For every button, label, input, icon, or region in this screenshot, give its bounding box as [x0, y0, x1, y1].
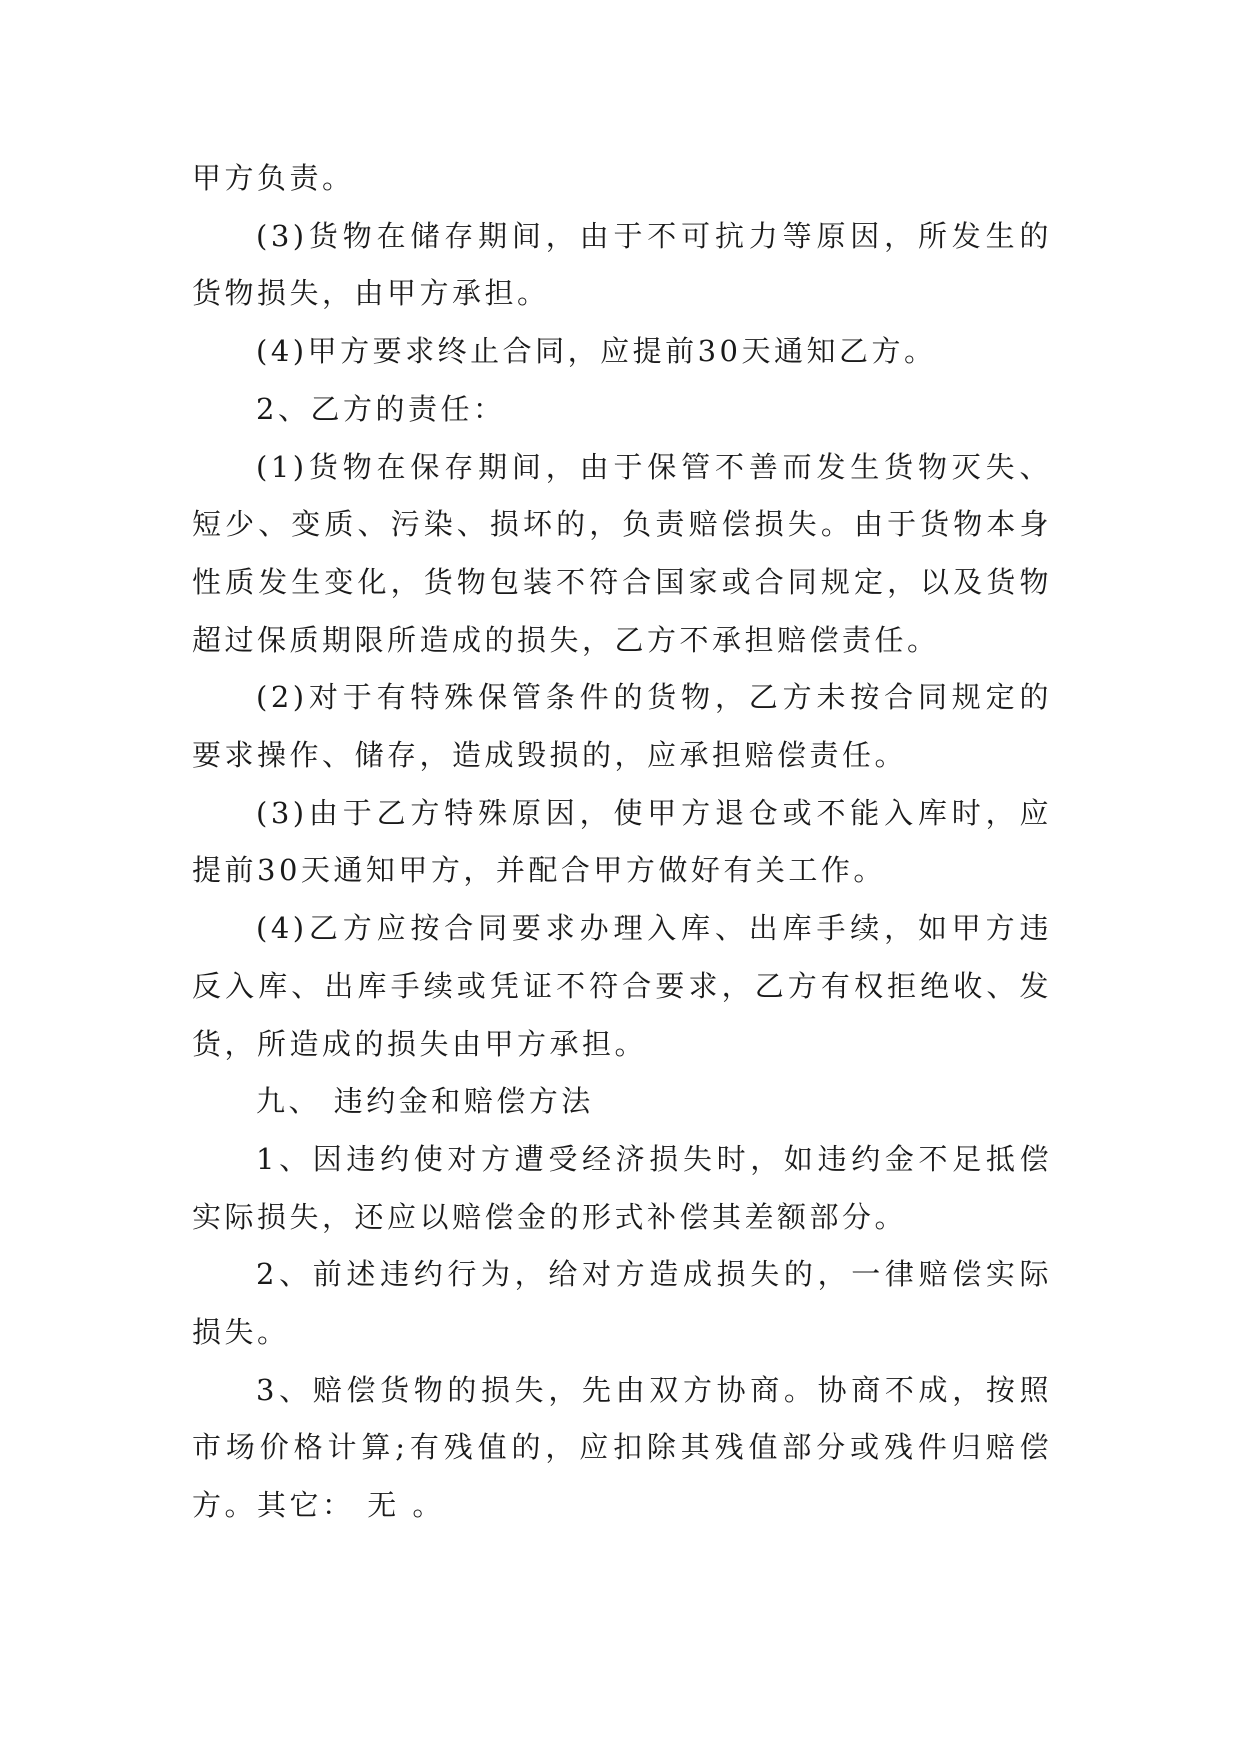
paragraph-3: (4)甲方要求终止合同，应提前30天通知乙方。	[256, 334, 937, 369]
paragraph-6: (2)对于有特殊保管条件的货物，乙方未按合同规定的要求操作、储存，造成毁损的，应承担赔偿责任。	[192, 680, 1052, 773]
paragraph-2: (3)货物在储存期间，由于不可抗力等原因，所发生的货物损失，由甲方承担。	[192, 218, 1052, 311]
paragraph-11: 2、前述违约行为，给对方造成损失的，一律赔偿实际损失。	[192, 1257, 1052, 1350]
document-body	[192, 150, 1052, 1535]
section-heading: 九、 违约金和赔偿方法	[256, 1084, 594, 1119]
paragraph-8: (4)乙方应按合同要求办理入库、出库手续，如甲方违反入库、出库手续或凭证不符合要求，乙方有权拒绝收、发货，所造成的损失由甲方承担。	[192, 911, 1052, 1061]
paragraph-4: 2、乙方的责任：	[256, 391, 506, 426]
paragraph-12: 3、赔偿货物的损失，先由双方协商。协商不成，按照市场价格计算;有残值的，应扣除其残值部分或残件归赔偿方。其它： 无 。	[192, 1372, 1052, 1523]
paragraph-7: (3)由于乙方特殊原因，使甲方退仓或不能入库时，应提前30天通知甲方，并配合甲方做好有关工作。	[192, 795, 1052, 888]
paragraph-1: 甲方负责。	[192, 161, 355, 195]
paragraph-5: (1)货物在保存期间，由于保管不善而发生货物灭失、短少、变质、污染、损坏的，负责赔偿损失。由于货物本身性质发生变化，货物包装不符合国家或合同规定，以及货物超过保质期限所造成的损失，乙方不承担赔偿责任。	[192, 449, 1052, 657]
paragraph-10: 1、因违约使对方遭受经济损失时，如违约金不足抵偿实际损失，还应以赔偿金的形式补偿其差额部分。	[192, 1141, 1052, 1234]
